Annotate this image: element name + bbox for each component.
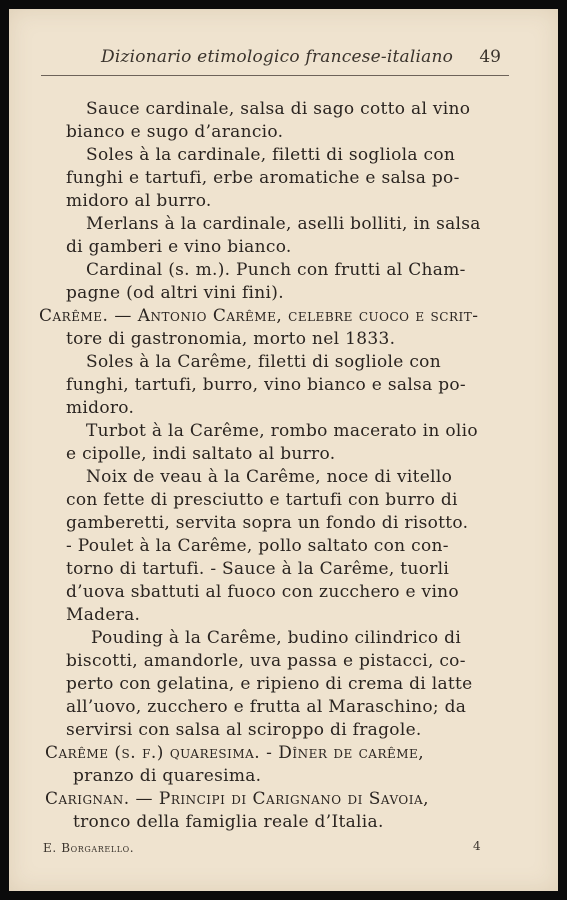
text-line: Turbot à la Carême, rombo macerato in olio <box>86 421 478 441</box>
text-line: tore di gastronomia, morto nel 1833. <box>66 329 396 349</box>
text-line: d’uova sbattuti al fuoco con zucchero e vino <box>66 582 459 602</box>
text-line: pranzo di quaresima. <box>73 766 262 786</box>
text-line: servirsi con salsa al sciroppo di fragole. <box>66 720 422 740</box>
text-line: midoro. <box>66 398 135 418</box>
text-line: torno di tartufi. - Sauce à la Carême, tuorli <box>66 559 450 579</box>
entry-careme: Carême. — Antonio Carême, celebre cuoco e scrit- <box>39 306 479 326</box>
text-line: Noix de veau à la Carême, noce di vitello <box>86 467 453 487</box>
signature-mark: 4 <box>473 839 481 853</box>
text-line: midoro al burro. <box>66 191 212 211</box>
running-header <box>41 39 521 73</box>
running-title: Dizionario etimologico francese-italiano <box>101 47 454 67</box>
printer-signature: E. Borgarello. <box>43 841 135 855</box>
text-line: tronco della famiglia reale d’Italia. <box>73 812 384 832</box>
text-line: - Poulet à la Carême, pollo saltato con con- <box>66 536 449 556</box>
text-line: bianco e sugo d’arancio. <box>66 122 284 142</box>
entry-careme-quaresima: Carême (s. f.) quaresima. - Dîner de carême, <box>45 743 425 763</box>
page-number: 49 <box>479 47 501 67</box>
text-line: di gamberi e vino bianco. <box>66 237 292 257</box>
text-line: Cardinal (s. m.). Punch con frutti al Cham- <box>86 260 466 280</box>
text-line: Sauce cardinale, salsa di sago cotto al vino <box>86 99 471 119</box>
text-line: Soles à la cardinale, filetti di sogliola con <box>86 145 456 165</box>
book-page <box>9 9 558 891</box>
entry-carignan: Carignan. — Principi di Carignano di Savoia, <box>45 789 430 809</box>
text-line: Pouding à la Carême, budino cilindrico di <box>91 628 462 648</box>
text-line: e cipolle, indi saltato al burro. <box>66 444 336 464</box>
text-line: pagne (od altri vini fini). <box>66 283 284 303</box>
text-line: Merlans à la cardinale, aselli bolliti, in salsa <box>86 214 481 234</box>
text-line: biscotti, amandorle, uva passa e pistacci, co- <box>66 651 466 671</box>
text-line: con fette di presciutto e tartufi con burro di <box>66 490 458 510</box>
text-line: Madera. <box>66 605 141 625</box>
text-line: funghi e tartufi, erbe aromatiche e salsa po- <box>66 168 460 188</box>
text-line: gamberetti, servita sopra un fondo di risotto. <box>66 513 469 533</box>
text-line: funghi, tartufi, burro, vino bianco e salsa po- <box>66 375 466 395</box>
header-rule <box>41 75 509 76</box>
text-line: Soles à la Carême, filetti di sogliole con <box>86 352 441 372</box>
text-line: all’uovo, zucchero e frutta al Maraschino; da <box>66 697 467 717</box>
text-line: perto con gelatina, e ripieno di crema di latte <box>66 674 473 694</box>
